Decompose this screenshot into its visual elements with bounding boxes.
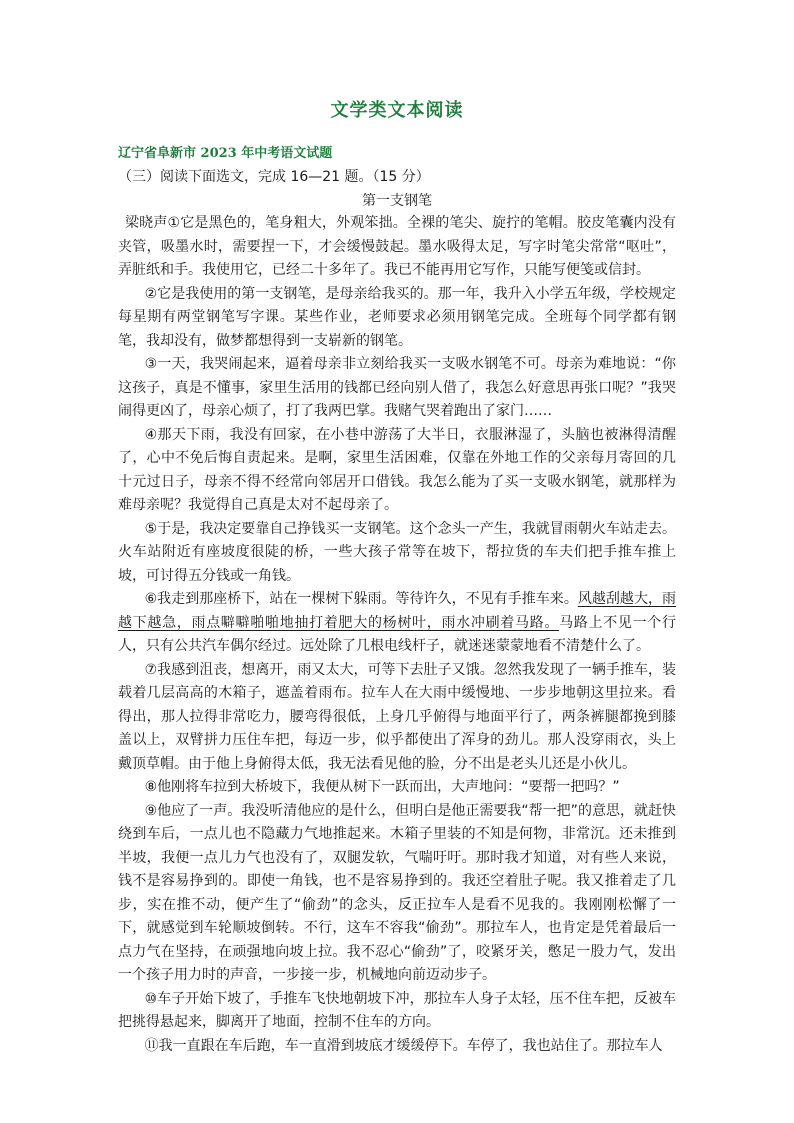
paragraph-6: ⑥我走到那座桥下，站在一棵树下躲雨。等待许久，不见有手推车来。风越刮越大，雨越下越急，雨点噼噼啪啪地抽打着肥大的杨树叶，雨水冲刷着马路。马路上不见一个行人，只有公共汽车偶尔经过。远处除了几根电线杆子，就迷迷蒙蒙地看不清楚什么了。 <box>118 591 677 654</box>
essay-body <box>118 212 676 1058</box>
page-title: 文学类文本阅读 <box>330 100 464 121</box>
paragraph-10: ⑩车子开始下坡了，手推车飞快地朝坡下冲，那拉车人身子太轻，压不住车把，反被车把挑得悬起来，脚离开了地面，控制不住车的方向。 <box>118 990 676 1030</box>
essay-title: 第一支钢笔 <box>362 193 432 209</box>
paragraph-8: ⑧他刚将车拉到大桥坡下，我便从树下一跃而出，大声地问：“要帮一把吗？” <box>144 779 620 795</box>
paragraph-3: ③一天，我哭闹起来，逼着母亲非立刻给我买一支吸水钢笔不可。母亲为难地说：“你这孩子，真是不懂事，家里生活用的钱都已经向别人借了，我怎么好意思再张口呢？”我哭闹得更凶了，母亲心烦了，打了我两巴掌。我赌气哭着跑出了家门…… <box>118 356 676 419</box>
underlined-sentence: 风越刮越大，雨越下越急，雨点噼噼啪啪地抽打着肥大的杨树叶，雨水冲刷着马路。 <box>118 591 676 631</box>
paragraph-2: ②它是我使用的第一支钢笔，是母亲给我买的。那一年，我升入小学五年级，学校规定每星期有两堂钢笔写字课。某些作业，老师要求必须用钢笔完成。全班每个同学都有钢笔，我却没有，做梦都想得到一支崭新的钢笔。 <box>118 285 676 349</box>
question-instruction: （三）阅读下面选文，完成 16—21 题。（15 分） <box>118 169 430 185</box>
paragraph-5: ⑤于是，我决定要靠自己挣钱买一支钢笔。这个念头一产生，我就冒雨朝火车站走去。火车站附近有座坡度很陡的桥，一些大孩子常等在坡下，帮拉货的车夫们把手推车推上坡，可讨得五分钱或一角钱。 <box>118 520 676 584</box>
paragraph-4: ④那天下雨，我没有回家，在小巷中游荡了大半日，衣服淋湿了，头脑也被淋得清醒了，心中不免后悔自责起来。是啊，家里生活困难，仅靠在外地工作的父亲每月寄回的几十元过日子，母亲不得不经常向邻居开口借钱。我怎么能为了买一支吸水钢笔，就那样为难母亲呢？我觉得自己真是太对不起母亲了。 <box>118 426 676 513</box>
source-heading: 辽宁省阜新市 2023 年中考语文试题 <box>118 146 333 161</box>
paragraph-1: 梁晓声①它是黑色的，笔身粗大，外观笨拙。全裸的笔尖、旋拧的笔帽。胶皮笔囊内没有夹管，吸墨水时，需要捏一下，才会缓慢鼓起。墨水吸得太足，写字时笔尖常常“呕吐”，弄脏纸和手。我使用它，已经二十多年了。我已不能再用它写作，只能写便笺或信封。 <box>118 215 676 278</box>
paragraph-7: ⑦我感到沮丧，想离开，雨又太大，可等下去肚子又饿。忽然我发现了一辆手推车，装载着几层高高的木箱子，遮盖着雨布。拉车人在大雨中缓慢地、一步步地朝这里拉来。看得出，那人拉得非常吃力，腰弯得很低，上身几乎俯得与地面平行了，两条裤腿都挽到膝盖以上，双臂拼力压住车把，每迈一步，似乎都使出了浑身的劲儿。那人没穿雨衣，头上戴顶草帽。由于他上身俯得太低，我无法看见他的脸，分不出是老头儿还是小伙儿。 <box>118 661 676 772</box>
paragraph-11: ⑪我一直跟在车后跑，车一直滑到坡底才缓缓停下。车停了，我也站住了。那拉车人 <box>144 1037 663 1054</box>
paragraph-9: ⑨他应了一声。我没听清他应的是什么，但明白是他正需要我“帮一把”的意思，就赶快绕到车后，一点儿也不隐藏力气地推起来。木箱子里装的不知是何物，非常沉。还未推到半坡，我便一点儿力气也没有了，双腿发软，气喘吁吁。那时我才知道，对有些人来说，钱不是容易挣到的。即使一角钱，也不是容易挣到的。我还空着肚子呢。我又推着走了几步，实在推不动，便产生了“偷劲”的念头，反正拉车人是看不见我的。我刚刚松懈了一下，就感觉到车轮顺坡倒转。不行，这车不容我“偷劲”。那拉车人，也肯定是凭着最后一点力气在坚持，在顽强地向坡上拉。我不忍心“偷劲”了，咬紧牙关，憋足一股力气，发出一个孩子用力时的声音，一步接一步，机械地向前迈动步子。 <box>118 802 676 983</box>
